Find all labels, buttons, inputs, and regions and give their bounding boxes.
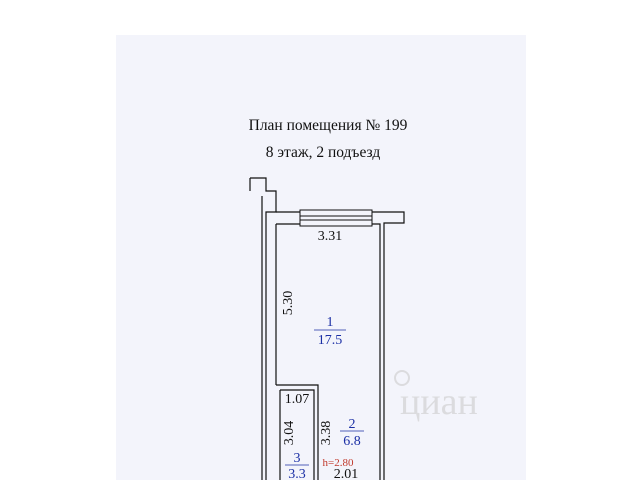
dim-hall-length: 3.38 bbox=[319, 420, 334, 446]
room-2-area: 6.8 bbox=[343, 434, 361, 449]
dim-bath-length: 3.04 bbox=[282, 420, 297, 446]
room-1-area: 17.5 bbox=[317, 333, 343, 348]
dim-top-width: 3.31 bbox=[317, 229, 343, 244]
plan-title: План помещения № 199 bbox=[248, 117, 408, 134]
room-3-number: 3 bbox=[293, 451, 301, 466]
room-2-number: 2 bbox=[348, 417, 356, 432]
room-3-area: 3.3 bbox=[288, 467, 306, 480]
plan-subtitle: 8 этаж, 2 подъезд bbox=[265, 144, 381, 161]
watermark-text: циан bbox=[400, 381, 478, 423]
dim-niche-width: 1.07 bbox=[284, 392, 310, 407]
room-1-number: 1 bbox=[326, 315, 334, 330]
dim-bottom-width: 2.01 bbox=[333, 467, 359, 480]
dim-room-length: 5.30 bbox=[281, 290, 296, 316]
ceiling-height-label: h=2.80 bbox=[322, 457, 354, 469]
